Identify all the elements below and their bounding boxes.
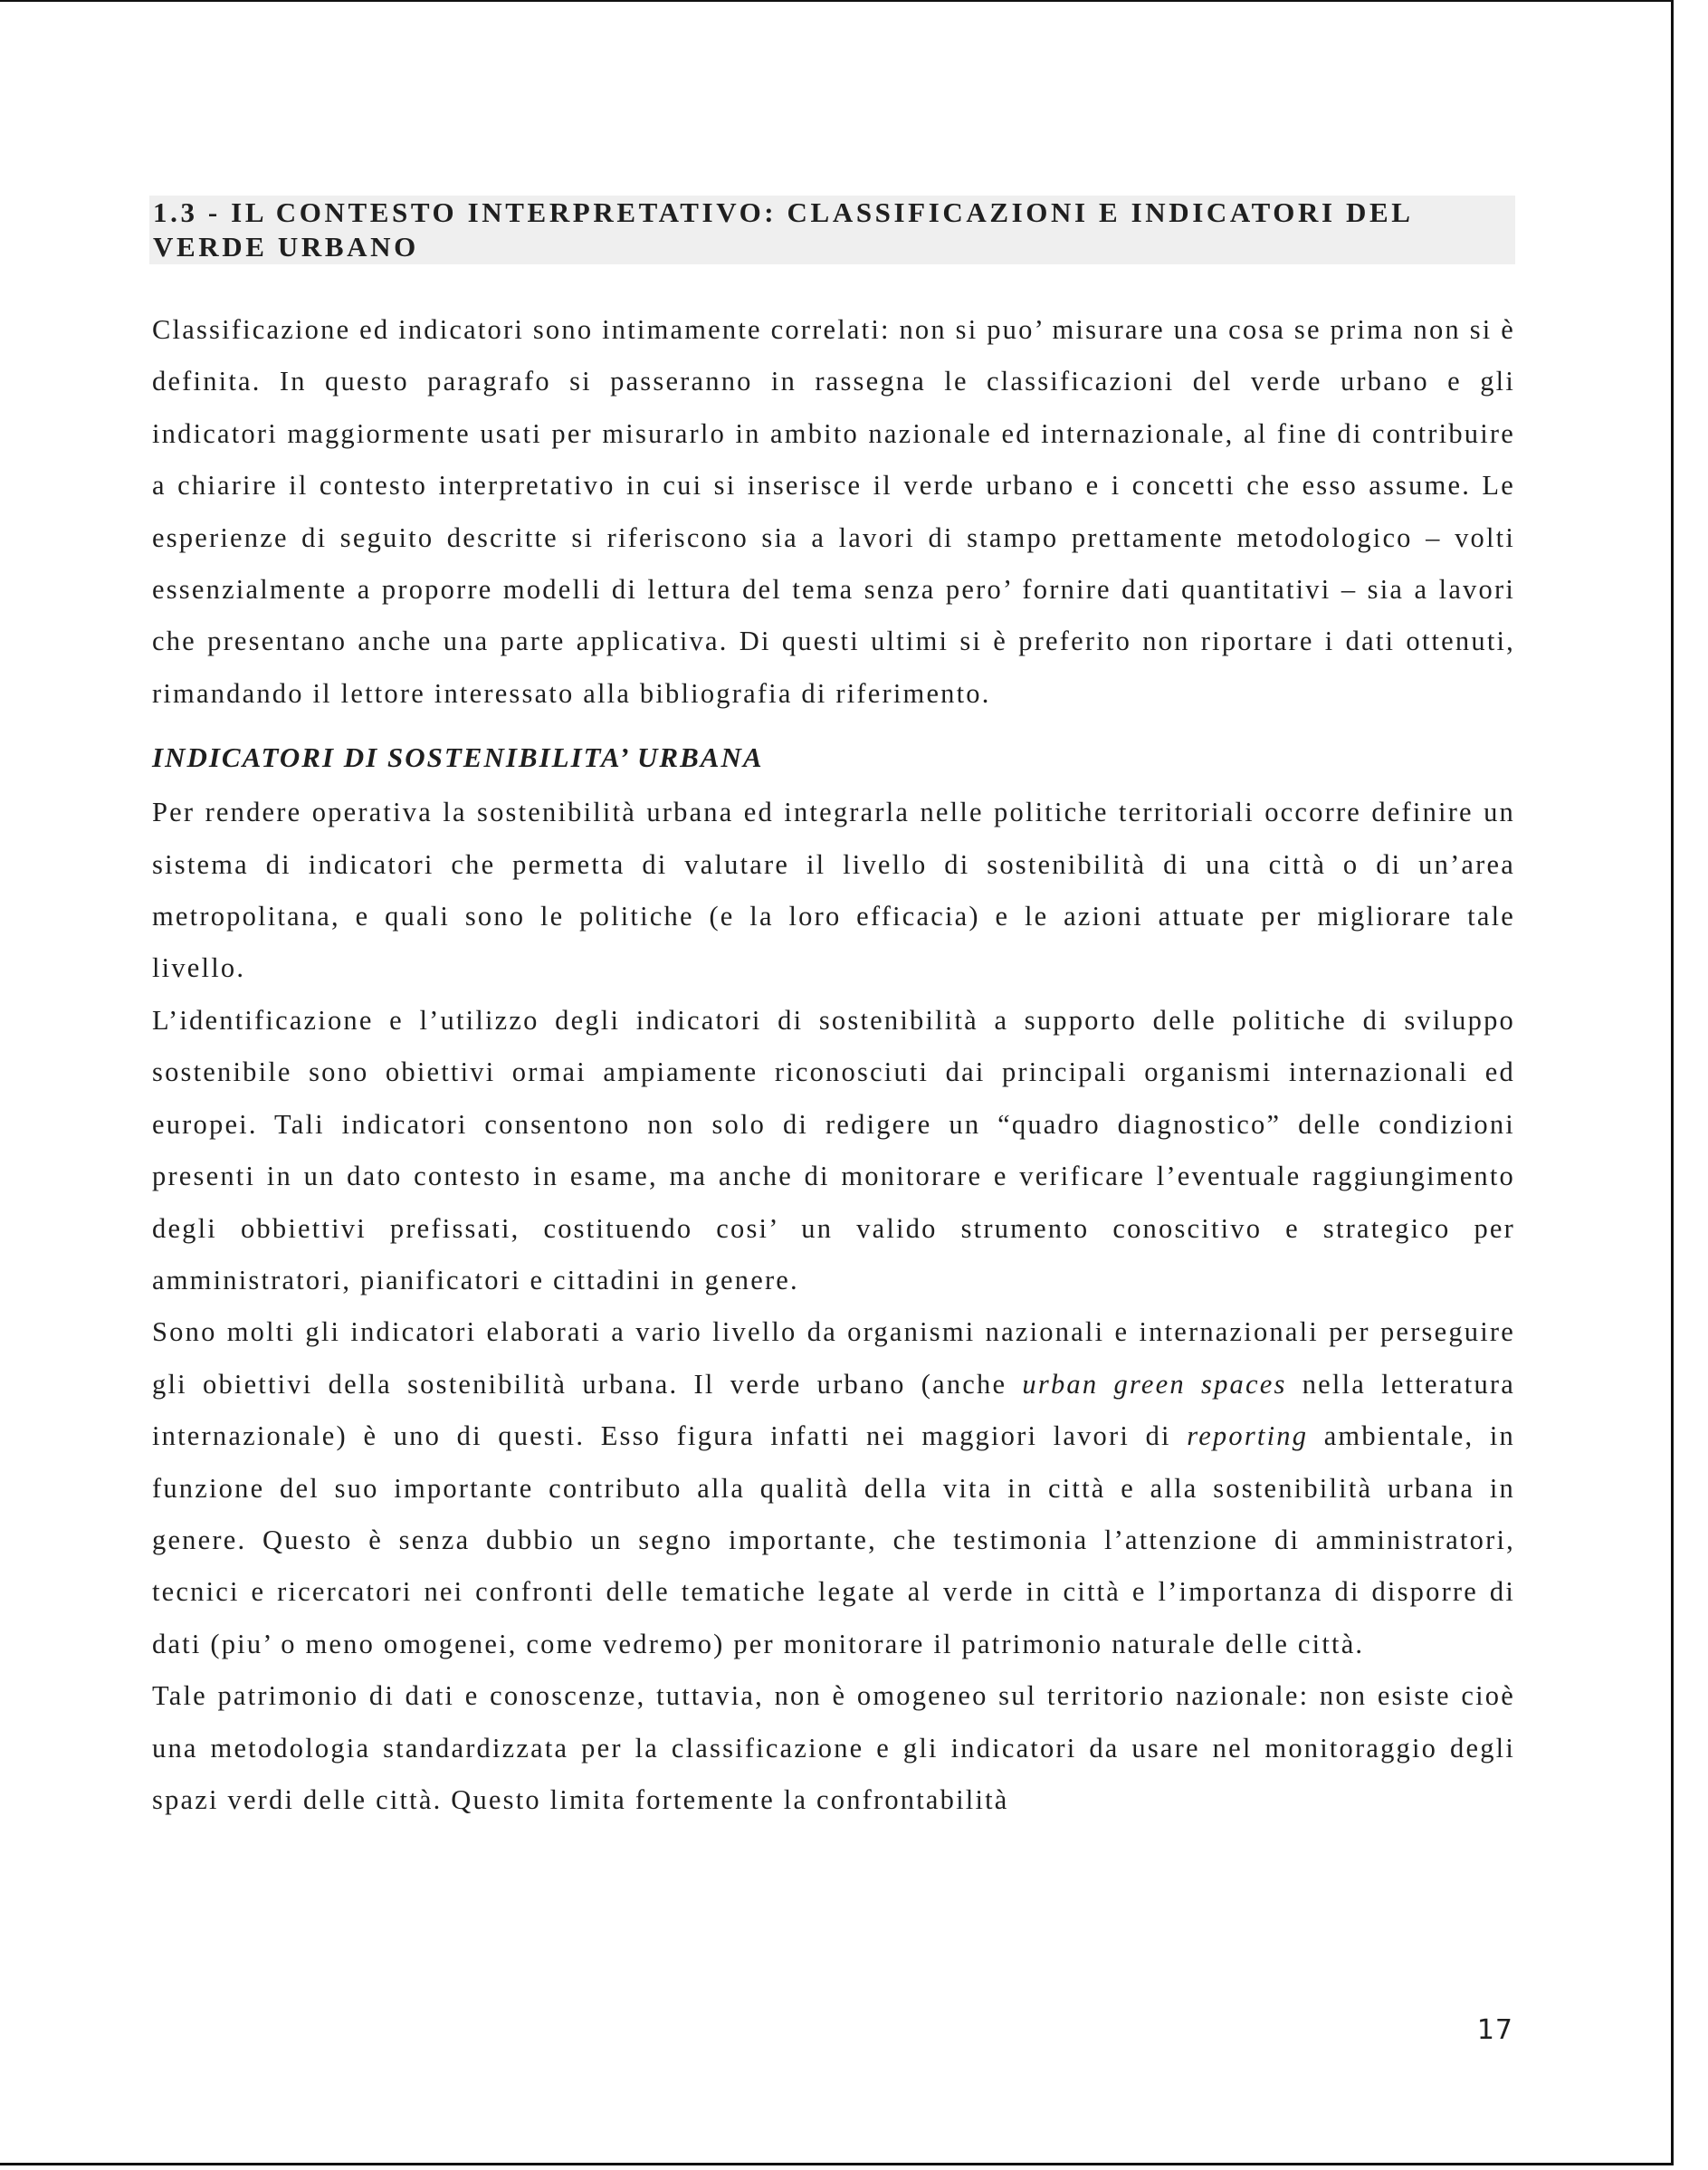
paragraph-3-part-3: ambientale, in funzione del suo importante contributo alla qualità della vita in città e alla sostenibilità urbana in genere. Questo è senza dubbio un segno importante, che testimonia l’attenzione di amministratori, tecnici e ricercatori nei confronti delle tematiche legate al verde in città e l’importanza di disporre di dati (piu’ o meno omogenei, come vedremo) per monitorare il patrimonio naturale delle città. (152, 1420, 1515, 1659)
section-heading-line-1: 1.3 - IL CONTESTO INTERPRETATIVO: CLASSIFICAZIONI E INDICATORI DEL (153, 196, 1414, 228)
paragraph-2: L’identificazione e l’utilizzo degli indicatori di sostenibilità a supporto delle politiche di sviluppo sostenibile sono obiettivi ormai ampiamente riconosciuti dai principali organismi internazionali ed europei. Tali indicatori consentono non solo di redigere un “quadro diagnostico” delle condizioni presenti in un dato contesto in esame, ma anche di monitorare e verificare l’eventuale raggiungimento degli obbiettivi prefissati, costituendo cosi’ un valido strumento conoscitivo e strategico per amministratori, pianificatori e cittadini in genere. (152, 1004, 1515, 1295)
section-heading (149, 196, 1515, 264)
document-body (152, 196, 1515, 1826)
section-heading-line-2: VERDE URBANO (153, 231, 419, 263)
italic-term-urban-green-spaces: urban green spaces (1022, 1368, 1287, 1400)
paragraph-3 (152, 1306, 1515, 1670)
page-number: 17 (1476, 2014, 1513, 2046)
paragraph-1: Per rendere operativa la sostenibilità urbana ed integrarla nelle politiche territoriali occorre definire un sistema di indicatori che permetta di valutare il livello di sostenibilità di una città o di un’area metropolitana, e quali sono le politiche (e la loro efficacia) e le azioni attuate per migliorare tale livello. (152, 797, 1515, 984)
paragraph-3-part-1: Sono molti gli indicatori elaborati a vario livello da organismi nazionali e internazionali per perseguire gli obiettivi della sostenibilità urbana. Il verde urbano (anche (152, 1316, 1515, 1400)
paragraph-4: Tale patrimonio di dati e conoscenze, tuttavia, non è omogeneo sul territorio nazionale: non esiste cioè una metodologia standardizzata per la classificazione e gli indicatori da usare nel monitoraggio degli spazi verdi delle città. Questo limita fortemente la confrontabilità (152, 1680, 1515, 1815)
italic-term-reporting: reporting (1187, 1420, 1309, 1452)
paragraph-3-part-2: nella letteratura internazionale) è uno di questi. Esso figura infatti nei maggiori lavori di (152, 1368, 1515, 1452)
subheading-sustainability-indicators: INDICATORI DI SOSTENIBILITA’ URBANA (152, 741, 764, 774)
intro-paragraph: Classificazione ed indicatori sono intimamente correlati: non si puo’ misurare una cosa se prima non si è definita. In questo paragrafo si passeranno in rassegna le classificazioni del verde urbano e gli indicatori maggiormente usati per misurarlo in ambito nazionale ed internazionale, al fine di contribuire a chiarire il contesto interpretativo in cui si inserisce il verde urbano e i concetti che esso assume. Le esperienze di seguito descritte si riferiscono sia a lavori di stampo prettamente metodologico – volti essenzialmente a proporre modelli di lettura del tema senza pero’ fornire dati quantitativi – sia a lavori che presentano anche una parte applicativa. Di questi ultimi si è preferito non riportare i dati ottenuti, rimandando il lettore interessato alla bibliografia di riferimento. (152, 314, 1515, 709)
